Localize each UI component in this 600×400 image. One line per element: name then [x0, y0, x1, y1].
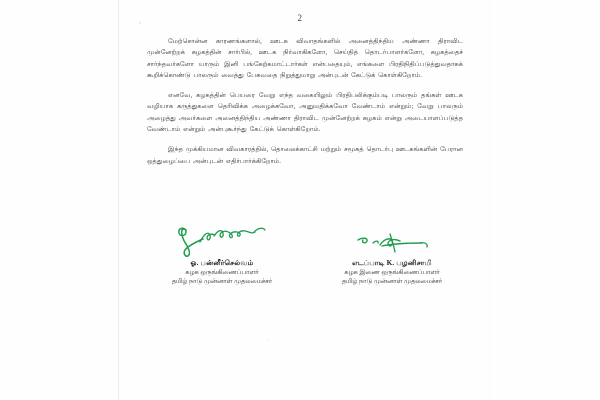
signatory-name: எடப்பாடி K. பழனிசாமி: [352, 259, 432, 267]
signature-block-panneerselvam: [147, 224, 297, 287]
page-edge-left: [118, 0, 119, 400]
signatory-title-line2: தமிழ் நாடு முன்னாள் முதலமைச்சர்: [171, 278, 273, 286]
scan-speck: [180, 358, 181, 359]
paragraph-3: இந்த முக்கியமான விவகாரத்தில், தொலைக்காட்சி மற்றும் சமூகத் தொடர்பு ஊடகங்களின் பேரான ஒத்துழைப்பை அன்புடன் எதிர்பார்க்கிறோம்.: [147, 146, 463, 165]
signatory-title-line1: கழக ஒருங்கிணைப்பாளர்: [185, 269, 259, 276]
signature-row: [147, 224, 467, 287]
signatory-name: ஓ. பன்னீர்செல்வம்: [190, 259, 254, 267]
handwritten-signature-palaniswami: [317, 224, 467, 258]
signatory-title-line1: கழக இணை ஒருங்கிணைப்பாளர்: [344, 269, 440, 276]
signatory-title-line2: தமிழ் நாடு முன்னாள் முதலமைச்சர்: [341, 278, 443, 286]
page-edge-right: [489, 0, 490, 400]
page-number: 2: [297, 13, 303, 23]
document-body: [147, 36, 463, 176]
paragraph-2: எனவே, கழகத்தின் பெயரை வேறு எந்த வகையிலும் பிரதிபலிக்கும்படி பாலரும் தங்கள் ஊடக வழியாக கருத்துகளை தெரிவிக்க அழைக்கவோ, அனுமதிக்கவோ வேண்டாம் என்றும்; வேறு பாலரும் அழைத்து அவர்களை அனைத்திந்திய அண்ணா திராவிட முன்னேற்றக் கழகம் என்று அடையாளப்படுத்த வேண்டாம் என்றும் அன்புகூர்ந்து கேட்டுக் கொள்கிறோம்.: [147, 92, 463, 134]
scan-speck: [266, 340, 268, 341]
handwritten-signature-panneerselvam: [147, 224, 297, 258]
paragraph-1: மேற்சொன்ன காரணங்களால், ஊடக விவாதங்களில் அனைத்திந்திய அண்ணா திராவிட முன்னேற்றக் கழகத்தின் சார்பில், ஊடக நிர்வாகிகளோ, செய்தித் தொடர்பாளர்களோ, கழகத்தைச் சார்ந்தவர்களோ யாரும் இனி பங்கேற்கமாட்டார்கள் என்பதையும், எங்களை பிரதிநிதிப்படுத்துவதாகக் கூறிக்கொண்டு பாலரும் வைத்து பேசுவதை நிறுத்துமாறு அன்புடன் கேட்டுக் கொள்கிறோம்.: [147, 38, 463, 79]
signature-block-palaniswami: [317, 224, 467, 287]
